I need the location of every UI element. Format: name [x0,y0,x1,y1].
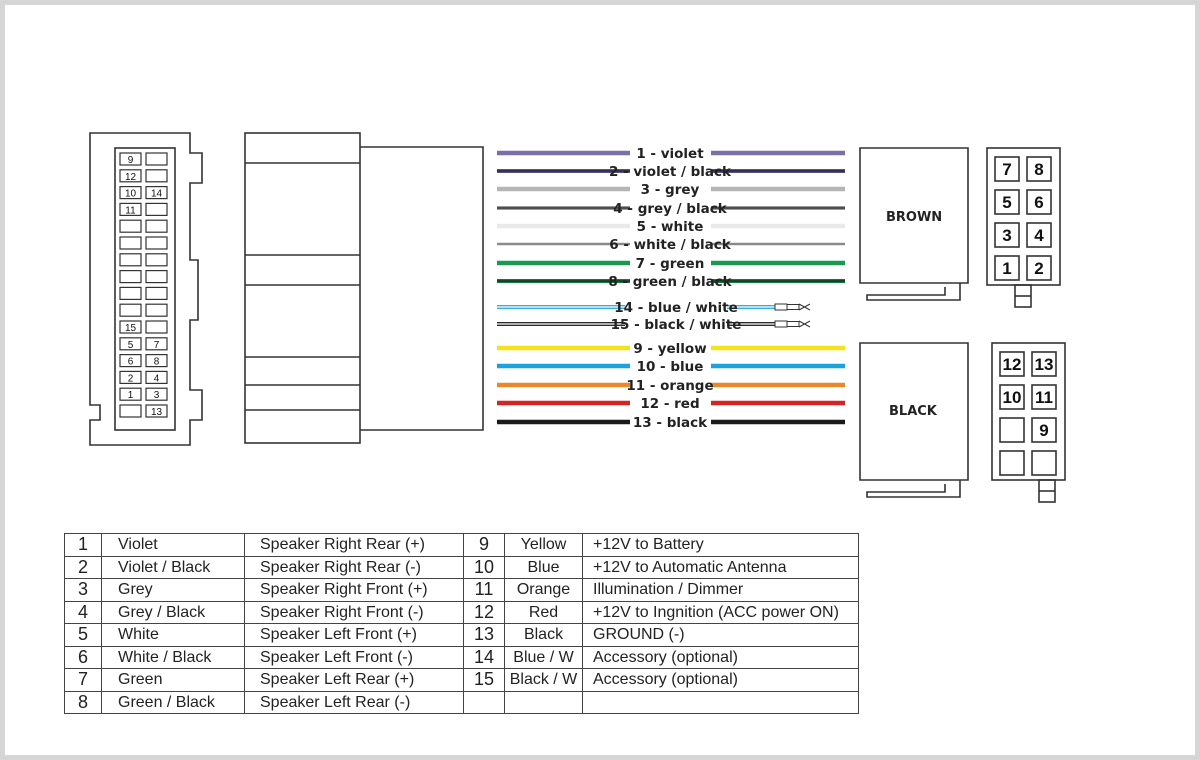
connector-pin [1032,451,1056,475]
wire-label: 10 - blue [636,359,704,375]
wire-8 [497,274,845,290]
legend-wire-number [464,691,505,714]
connector-pin [1000,451,1024,475]
wiring-diagram [5,5,1195,525]
legend-wire-color: Blue [505,556,583,579]
connector-pin-label: 10 [124,188,137,200]
legend-wire-number: 3 [65,579,102,602]
legend-wire-number: 9 [464,534,505,557]
wire-10 [497,317,810,333]
wire-label: 5 - white [636,219,704,235]
legend-row [65,556,859,579]
wire-13 [497,378,845,394]
legend-wire-color: Red [505,601,583,624]
connector-pin [146,287,167,299]
legend-wire-function: +12V to Automatic Antenna [583,556,859,579]
legend-wire-number: 12 [464,601,505,624]
connector-pin-label: 7 [1002,160,1012,179]
connector-pin-label: 1 [1002,259,1012,278]
connector-pin-label: 2 [1034,259,1044,278]
wire-7 [497,256,845,272]
legend-wire-function: Speaker Right Front (-) [245,601,464,624]
legend-wire-color: Green / Black [102,691,245,714]
connector-pin [146,203,167,215]
wire-14 [497,396,845,412]
wire-terminal-icon [775,304,810,310]
legend-row [65,646,859,669]
connector-pin-label: 4 [1034,226,1044,245]
legend-wire-function: Illumination / Dimmer [583,579,859,602]
legend-wire-function: Speaker Left Rear (+) [245,669,464,692]
legend-wire-color: Black / W [505,669,583,692]
wire-6 [497,237,845,253]
wire-5 [497,219,845,235]
connector-pin-label: 12 [124,171,137,183]
wire-9 [497,300,810,316]
legend-wire-color: White / Black [102,646,245,669]
connector-pin [120,220,141,232]
legend-wire-color: Black [505,624,583,647]
wire-label: 1 - violet [636,146,704,162]
connector-pin [120,287,141,299]
legend-wire-number: 8 [65,691,102,714]
legend-wire-number: 4 [65,601,102,624]
connector-pin-label: 4 [153,373,160,385]
legend-row [65,691,859,714]
harness-body [245,133,483,443]
connector-pin [146,220,167,232]
wire-group [497,146,845,431]
legend-wire-color [505,691,583,714]
legend-wire-function [583,691,859,714]
legend-wire-color: Violet / Black [102,556,245,579]
connector-pin-label: 3 [1002,226,1012,245]
connector-pin-label: 12 [1002,355,1022,374]
legend-row [65,624,859,647]
connector-pin [146,237,167,249]
legend-wire-number: 5 [65,624,102,647]
legend-wire-number: 14 [464,646,505,669]
connector-pin-label: 6 [1034,193,1044,212]
connector-pin-label: 5 [127,339,134,351]
connector-pin [146,321,167,333]
legend-wire-color: White [102,624,245,647]
connector-pin-label: 13 [150,407,163,418]
wire-terminal-icon [775,321,810,327]
connector-pin [120,254,141,266]
connector-pin-label: 2 [127,373,134,385]
connector-pin-label: 10 [1002,388,1022,407]
legend-wire-number: 10 [464,556,505,579]
black-connector-pins [1000,352,1056,475]
connector-pin-label: 3 [153,390,160,402]
legend-wire-color: Blue / W [505,646,583,669]
connector-pin-label: 13 [1034,355,1054,374]
legend-wire-color: Grey / Black [102,601,245,624]
wire-label: 9 - yellow [633,341,707,357]
connector-pin-label: 6 [127,356,134,368]
legend-wire-number: 2 [65,556,102,579]
wire-15 [497,415,845,431]
connector-pin [120,237,141,249]
connector-pin-label: 7 [153,339,160,351]
wire-label: 2 - violet / black [608,164,732,180]
wire-12 [497,359,845,375]
legend-wire-number: 13 [464,624,505,647]
legend-wire-number: 6 [65,646,102,669]
brown-connector-pins [995,157,1051,280]
wire-label: 13 - black [632,415,708,431]
legend-wire-function: Accessory (optional) [583,646,859,669]
brown-connector-label: BROWN [886,210,943,225]
wire-2 [497,164,845,180]
wire-label: 6 - white / black [609,237,731,253]
connector-pin [146,170,167,182]
legend-wire-function: Speaker Right Front (+) [245,579,464,602]
connector-pin-label: 9 [1039,421,1049,440]
connector-pin [146,271,167,283]
connector-pin-label: 8 [153,356,160,368]
wire-label: 12 - red [640,396,700,412]
legend-wire-number: 11 [464,579,505,602]
wire-label: 3 - grey [640,182,700,198]
legend-wire-color: Grey [102,579,245,602]
diagram-frame [5,5,1195,755]
legend-row [65,534,859,557]
wire-4 [497,201,845,217]
legend-wire-function: Speaker Right Rear (-) [245,556,464,579]
legend-wire-number: 1 [65,534,102,557]
connector-pin [146,304,167,316]
wire-label: 4 - grey / black [613,201,727,217]
connector-pin [1000,418,1024,442]
wire-label: 14 - blue / white [614,300,738,316]
wire-3 [497,182,845,198]
legend-wire-color: Orange [505,579,583,602]
connector-pin [120,271,141,283]
legend-wire-color: Yellow [505,534,583,557]
legend-wire-function: +12V to Battery [583,534,859,557]
connector-pin-label: 14 [150,188,163,200]
legend-row [65,579,859,602]
legend-wire-function: GROUND (-) [583,624,859,647]
connector-pin-label: 9 [127,155,134,166]
wire-label: 8 - green / black [608,274,732,290]
wire-1 [497,146,845,162]
connector-pin-grid [120,153,167,418]
legend-wire-function: Speaker Left Front (-) [245,646,464,669]
wire-label: 11 - orange [626,378,714,394]
connector-pin-label: 11 [1035,388,1053,407]
connector-pin-label: 15 [124,323,137,334]
legend-row [65,669,859,692]
legend-wire-function: Accessory (optional) [583,669,859,692]
connector-pin [120,304,141,316]
wire-label: 15 - black / white [610,317,742,333]
wire-label: 7 - green [635,256,705,272]
connector-pin [146,153,167,165]
connector-pin-label: 11 [125,205,136,217]
legend-wire-number: 15 [464,669,505,692]
legend-wire-function: +12V to Ingnition (ACC power ON) [583,601,859,624]
wire-11 [497,341,845,357]
legend-wire-function: Speaker Left Front (+) [245,624,464,647]
brown-connector [860,148,1060,307]
black-connector-label: BLACK [889,404,937,419]
legend-wire-number: 7 [65,669,102,692]
connector-pin [120,405,141,417]
connector-pin-label: 8 [1034,160,1044,179]
legend-row [65,601,859,624]
connector-pin-label: 1 [127,390,134,402]
legend-wire-function: Speaker Right Rear (+) [245,534,464,557]
legend-wire-color: Green [102,669,245,692]
connector-pin-label: 5 [1002,193,1012,212]
connector-pin [146,254,167,266]
legend-wire-function: Speaker Left Rear (-) [245,691,464,714]
legend-wire-color: Violet [102,534,245,557]
pinout-legend-table [64,533,859,714]
